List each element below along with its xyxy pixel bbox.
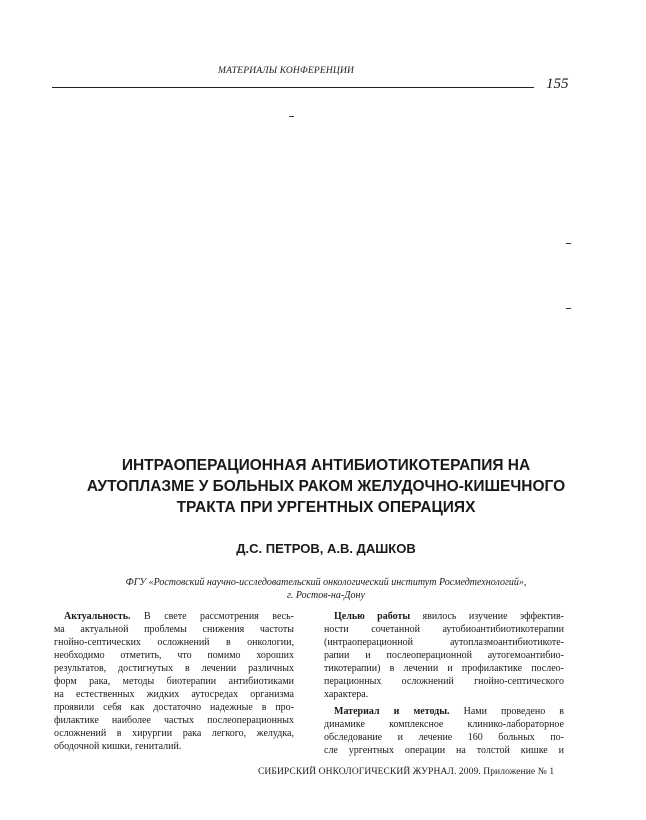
text-line: ма актуальной проблемы снижения частоты [54, 624, 294, 635]
title-line: ИНТРАОПЕРАЦИОННАЯ АНТИБИОТИКОТЕРАПИЯ НА [121, 457, 531, 474]
affiliation-line: г. Ростов-на-Дону [287, 590, 365, 601]
text-line: необходимо отметить, что помимо хороших [54, 650, 294, 661]
text-line: ободочной кишки, гениталий. [54, 741, 182, 752]
text-line: тикотерапии) в лечении и профилактике послео- [324, 663, 564, 674]
text-line: Актуальность. В свете рассмотрения весь- [64, 611, 294, 622]
text-line: результатов, достигнутых в лечении различных [54, 663, 294, 674]
authors: Д.С. ПЕТРОВ, А.В. ДАШКОВ [236, 541, 416, 556]
section-lead: Материал и методы. [334, 706, 450, 717]
title-line: АУТОПЛАЗМЕ У БОЛЬНЫХ РАКОМ ЖЕЛУДОЧНО-КИШЕЧНОГО [86, 478, 566, 495]
title-line: ТРАКТА ПРИ УРГЕНТНЫХ ОПЕРАЦИЯХ [176, 499, 476, 516]
affiliation-line: ФГУ «Ростовский научно-исследовательский онкологический институт Росмедтехнологий», [125, 577, 527, 588]
stray-mark [289, 116, 294, 117]
text-line: рапии и послеоперационной аутогемоантибио- [324, 650, 564, 661]
article-title [52, 455, 600, 518]
text-line: на естественных жидких аутосредах организма [54, 689, 294, 700]
text-line: (интраоперационной аутоплазмоантибиотикоте- [324, 637, 564, 648]
text-line: форм рака, методы биотерапии антибиотиками [54, 676, 294, 687]
left-column [54, 610, 294, 753]
section-lead: Актуальность. [64, 611, 131, 622]
text-line: проявили себя как достаточно надежные в про- [54, 702, 294, 713]
text-line: осложнений в хирургии рака легкого, желудка, [54, 728, 294, 739]
text-line: обследование и лечение 160 больных по- [324, 732, 564, 743]
text-line: Целью работы явилось изучение эффектив- [334, 611, 565, 622]
text-line: гнойно-септических осложнений в онкологии, [54, 637, 294, 648]
section-lead: Целью работы [334, 611, 411, 622]
stray-mark [566, 308, 571, 309]
text-line: ности сочетанной аутобиоантибиотикотерапии [324, 624, 564, 635]
text-line: характера. [324, 689, 369, 700]
text-line: Материал и методы. Нами проведено в [334, 706, 564, 717]
affiliation [52, 576, 600, 602]
journal-footer: СИБИРСКИЙ ОНКОЛОГИЧЕСКИЙ ЖУРНАЛ. 2009. Приложение № 1 [258, 767, 555, 777]
text-line: филактике наиболее частых послеоперационных [54, 715, 294, 726]
header-rule [52, 87, 534, 88]
running-header: МАТЕРИАЛЫ КОНФЕРЕНЦИИ [218, 66, 355, 76]
page-number: 155 [546, 76, 569, 92]
text-line: перационных осложнений гнойно-септического [324, 676, 564, 687]
right-column [324, 610, 564, 757]
stray-mark [566, 243, 571, 244]
text-line: динамике комплексное клинико-лабораторное [324, 719, 564, 730]
text-line: сле ургентных операции на толстой кишке и [324, 745, 564, 756]
